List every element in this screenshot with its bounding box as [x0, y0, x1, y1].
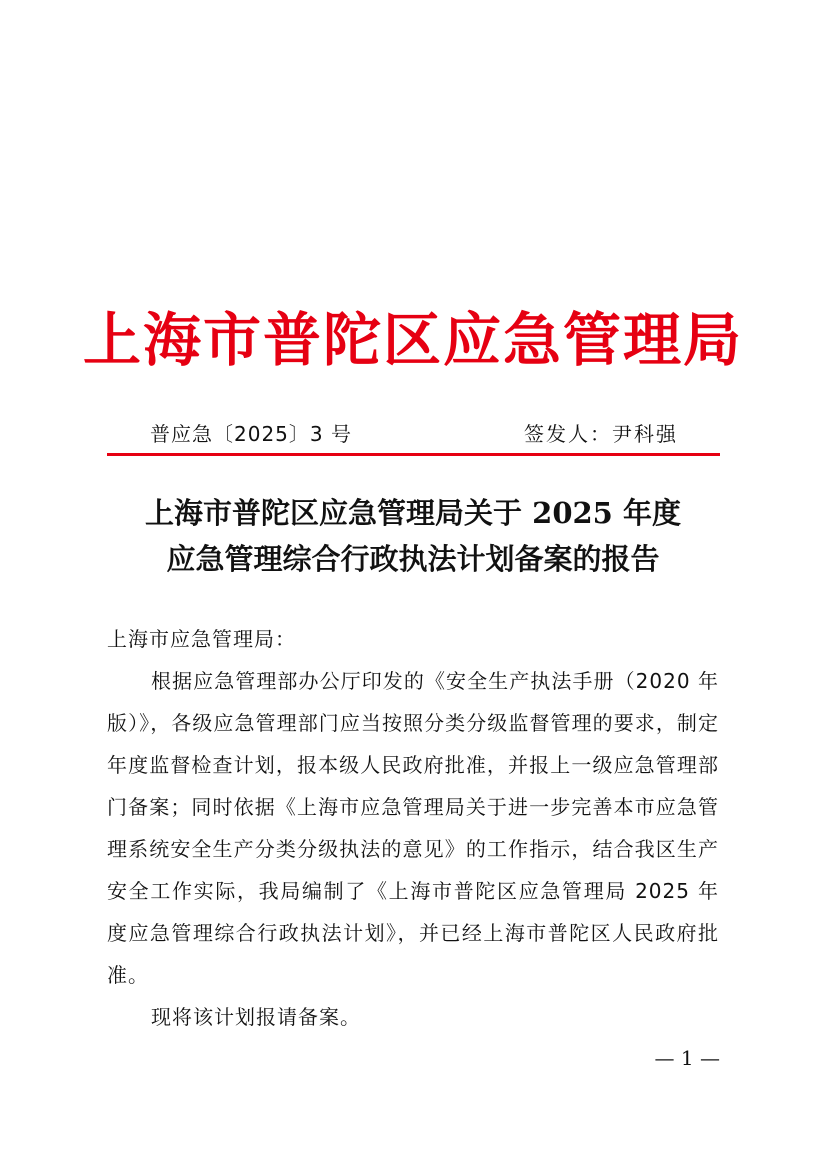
red-separator-line: [107, 453, 720, 456]
document-number: 普应急〔2025〕3 号: [150, 422, 352, 446]
document-title-line-1: 上海市普陀区应急管理局关于 2025 年度: [145, 496, 681, 530]
page-number: — 1 —: [654, 1046, 720, 1070]
recipient: 上海市应急管理局：: [107, 627, 296, 651]
closing-paragraph: 现将该计划报请备案。: [151, 1005, 361, 1029]
body-paragraph: 根据应急管理部办公厅印发的《安全生产执法手册（2020 年版）》，各级应急管理部门应当按照分类分级监督管理的要求，制定年度监督检查计划，报本级人民政府批准，并报上一级应急管理部门备案；同时依据《上海市应急管理局关于进一步完善本市应急管理系统安全生产分类分级执法的意见》的工作指示，结合我区生产安全工作实际，我局编制了《上海市普陀区应急管理局 2025 年度应急管理综合行政执法计划》，并已经上海市普陀区人民政府批准。: [107, 669, 719, 987]
document-title-line-2: 应急管理综合行政执法计划备案的报告: [166, 542, 660, 576]
document-title: [0, 490, 826, 582]
signer: 签发人：尹科强: [524, 422, 678, 446]
issuing-organization-title: 上海市普陀区应急管理局: [82, 306, 743, 374]
document-body: [107, 618, 719, 1038]
